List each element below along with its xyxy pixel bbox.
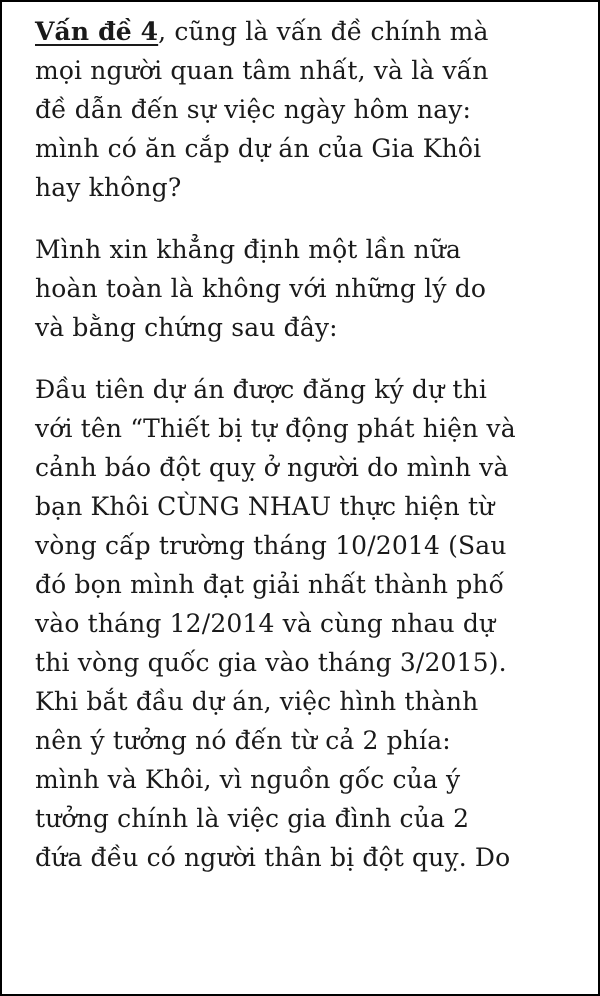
text-line: với tên “Thiết bị tự động phát hiện và: [35, 414, 516, 443]
text-line: mình và Khôi, vì nguồn gốc của ý: [35, 765, 461, 794]
text-line: Đầu tiên dự án được đăng ký dự thi: [35, 375, 488, 404]
text-line: đề dẫn đến sự việc ngày hôm nay:: [35, 95, 472, 124]
text-line: cảnh báo đột quỵ ở người do mình và: [35, 453, 509, 482]
text-line: [35, 12, 590, 51]
text-line: Mình xin khẳng định một lần nữa: [35, 235, 462, 264]
text-line: vòng cấp trường tháng 10/2014 (Sau: [35, 531, 507, 560]
text-line-continuation: , cũng là vấn đề chính mà: [158, 17, 489, 46]
issue-heading: Vấn đề 4: [35, 17, 159, 46]
text-line: đó bọn mình đạt giải nhất thành phố: [35, 570, 505, 599]
text-line: Khi bắt đầu dự án, việc hình thành: [35, 687, 479, 716]
text-line: đứa đều có người thân bị đột quỵ. Do: [35, 843, 511, 872]
text-line: tưởng chính là việc gia đình của 2: [35, 804, 470, 833]
text-line: và bằng chứng sau đây:: [35, 313, 338, 342]
text-line: hay không?: [35, 173, 182, 202]
paragraph-evidence: [35, 370, 590, 877]
text-line: mọi người quan tâm nhất, và là vấn: [35, 56, 489, 85]
text-line: thi vòng quốc gia vào tháng 3/2015).: [35, 648, 507, 677]
text-line: hoàn toàn là không với những lý do: [35, 274, 487, 303]
paragraph-issue-4: [35, 12, 590, 207]
document-body: [35, 12, 590, 900]
text-line: nên ý tưởng nó đến từ cả 2 phía:: [35, 726, 451, 755]
text-line: mình có ăn cắp dự án của Gia Khôi: [35, 134, 482, 163]
text-line: bạn Khôi CÙNG NHAU thực hiện từ: [35, 492, 495, 521]
text-line: vào tháng 12/2014 và cùng nhau dự: [35, 609, 496, 638]
paragraph-affirmation: [35, 230, 590, 347]
